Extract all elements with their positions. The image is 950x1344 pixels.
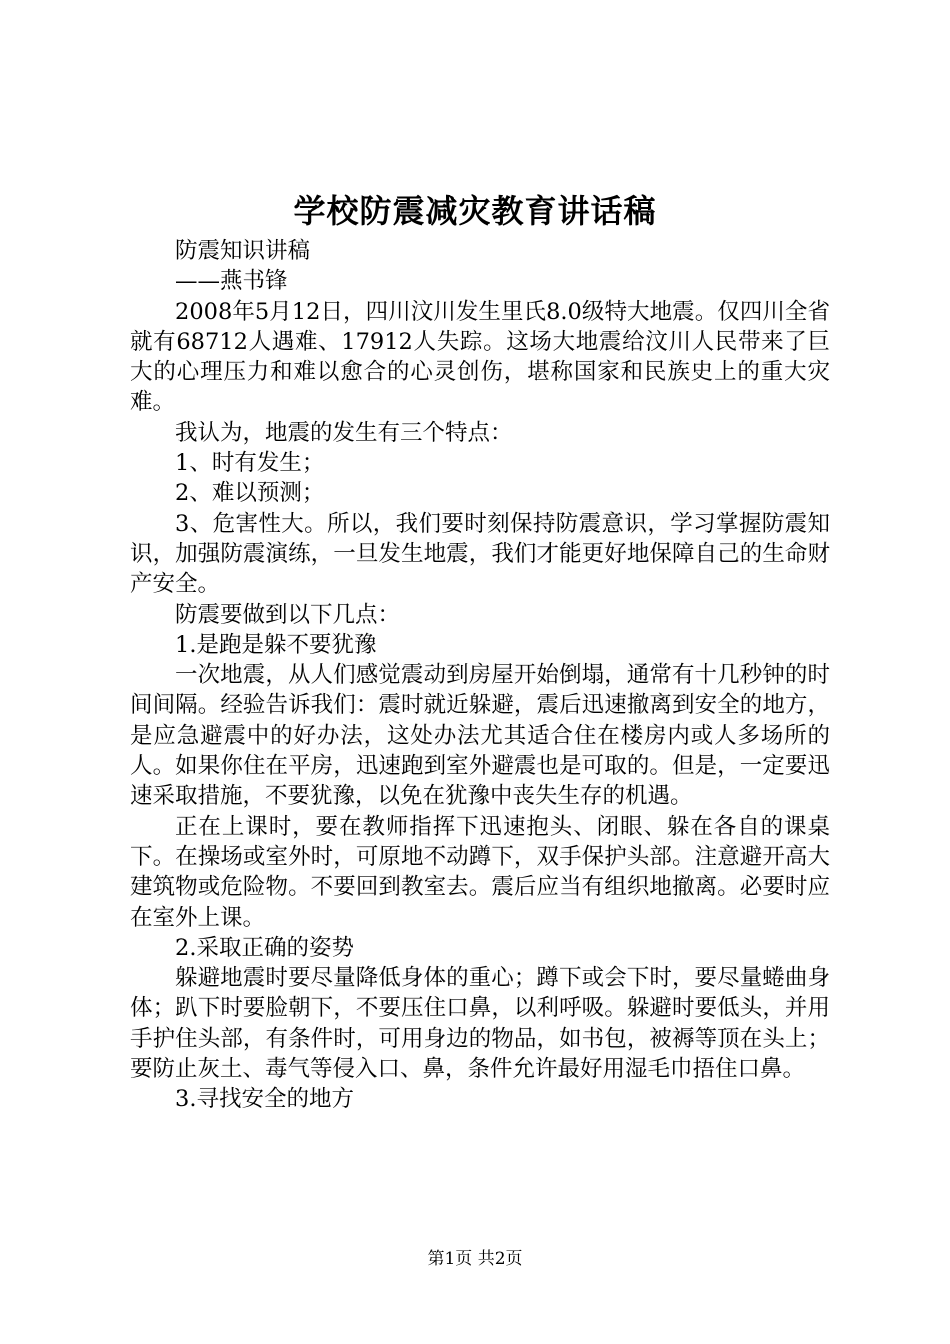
- paragraph: 2008年5月12日，四川汶川发生里氏8.0级特大地震。仅四川全省就有68712人遇难、17912人失踪。这场大地震给汶川人民带来了巨大的心理压力和难以愈合的心灵创伤，堪称国家和民族史上的重大灾难。: [130, 298, 830, 416]
- paragraph-subtitle: 防震知识讲稿: [175, 238, 311, 264]
- list-item: 3、危害性大。所以，我们要时刻保持防震意识，学习掌握防震知识，加强防震演练，一旦发生地震，我们才能更好地保障自己的生命财产安全。: [130, 510, 830, 598]
- document-body: [130, 236, 830, 1115]
- document-title: 学校防震减灾教育讲话稿: [293, 192, 657, 230]
- section-heading: 3.寻找安全的地方: [175, 1086, 354, 1113]
- paragraph-author: ——燕书锋: [175, 268, 288, 295]
- list-item: 1、时有发生；: [175, 450, 325, 477]
- paragraph: 正在上课时，要在教师指挥下迅速抱头、闭眼、躲在各自的课桌下。在操场或室外时，可原地不动蹲下，双手保护头部。注意避开高大建筑物或危险物。不要回到教室去。震后应当有组织地撤离。必要时应在室外上课。: [130, 813, 830, 931]
- paragraph: 我认为，地震的发生有三个特点：: [175, 419, 513, 446]
- list-item: 2、难以预测；: [175, 480, 325, 507]
- page-footer: 第1页 共2页: [427, 1249, 523, 1269]
- paragraph: 躲避地震时要尽量降低身体的重心；蹲下或会下时，要尽量蜷曲身体；趴下时要脸朝下，不要压住口鼻，以利呼吸。躲避时要低头，并用手护住头部，有条件时，可用身边的物品，如书包，被褥等顶在头上；要防止灰土、毒气等侵入口、鼻，条件允许最好用湿毛巾捂住口鼻。: [130, 965, 830, 1083]
- section-heading: 1.是跑是躲不要犹豫: [175, 631, 377, 658]
- paragraph: 防震要做到以下几点：: [175, 601, 401, 628]
- paragraph: 一次地震，从人们感觉震动到房屋开始倒塌，通常有十几秒钟的时间间隔。经验告诉我们：震时就近躲避，震后迅速撤离到安全的地方，是应急避震中的好办法，这处办法尤其适合住在楼房内或人多场所的人。如果你住在平房，迅速跑到室外避震也是可取的。但是，一定要迅速采取措施，不要犹豫，以免在犹豫中丧失生存的机遇。: [130, 662, 830, 810]
- section-heading: 2.采取正确的姿势: [175, 934, 354, 961]
